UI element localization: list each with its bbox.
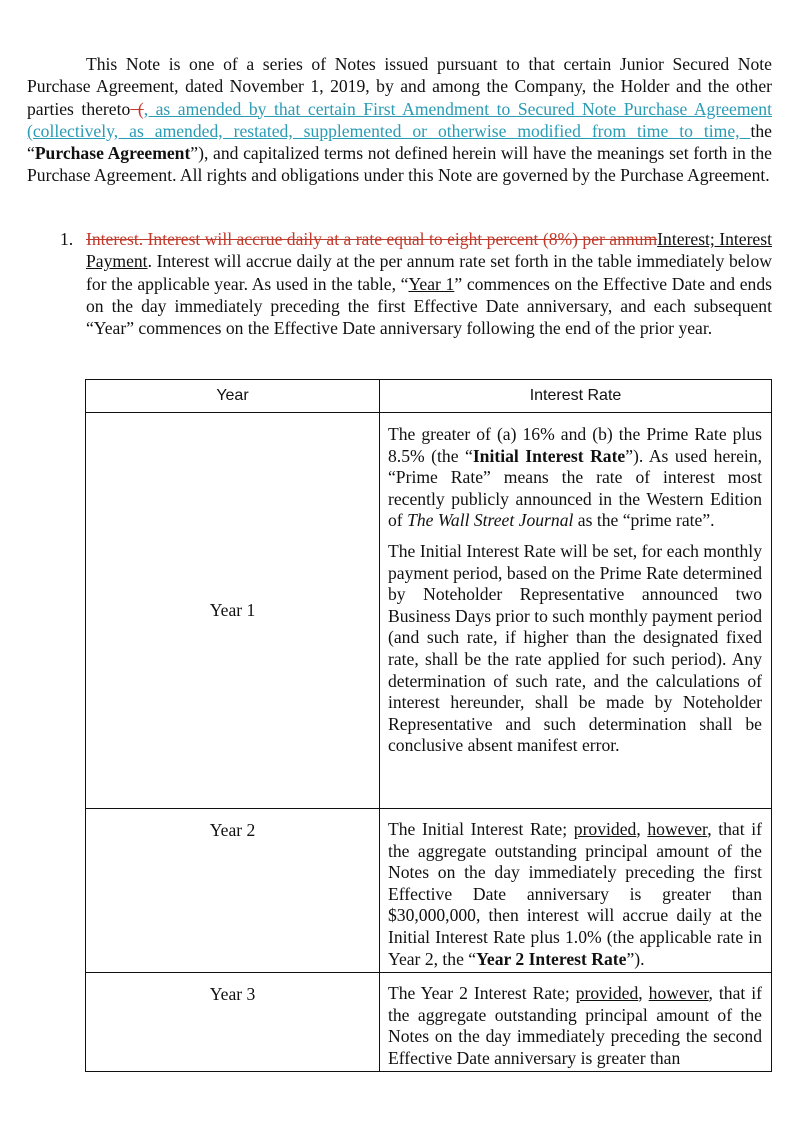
intro-text: ”), and capitalized terms not defined herein will have the meanings set forth in the Purchase Agreement. All rights and obligations under this Note are governed by the Purchase Agreement. [27,143,772,186]
column-header-year: Year [86,380,380,413]
rate-text: , [636,819,648,839]
column-header-interest-rate: Interest Rate [380,380,772,413]
defined-term: Year 2 Interest Rate [476,948,627,969]
rate-text: The Year 2 Interest Rate; [388,983,576,1004]
section-text: ” commences on the Effective Date and ends on the day immediately preceding the first Effective Date anniversary, and each subsequent “Year” commences on the Effective Date anniversary following the end of the prior year. [86,273,772,339]
deleted-text: Interest. Interest will accrue daily at a rate equal to eight percent (8%) per annum [86,229,658,249]
table-header-row [86,380,772,413]
intro-paragraph [27,53,772,187]
rate-text: , [638,983,649,1004]
rate-cell [380,413,772,809]
section-number: 1. [60,229,74,249]
deleted-text: ( [130,98,144,119]
year-cell [86,809,380,973]
defined-term: Purchase Agreement [34,143,191,164]
section-1-body [86,228,772,339]
emphasis-term: however [647,819,708,839]
rate-text: ”). [626,948,645,969]
rate-paragraph [380,424,771,532]
rate-text: as the “prime rate”. [573,510,715,531]
table-row [86,413,772,809]
interest-rate-table [85,379,772,1072]
section-text: . Interest will accrue daily at the per annum rate set forth in the table immediately below for the applicable year. As used in the table, “ [86,251,772,294]
year-label: Year 2 [209,820,256,840]
table-row [86,973,772,1071]
defined-term: Initial Interest Rate [472,445,626,466]
intro-text: This Note is one of a series of Notes issued pursuant to that certain Junior Secured Note Purchase Agreement, dated November 1, 2019, by and among the Company, the Holder and the other parties thereto [27,54,772,119]
emphasis-term: provided [575,983,639,1004]
rate-text: ”). As used herein, “Prime Rate” means the rate of interest most recently publicly announced in the Western Edition of [388,445,763,531]
year-cell [86,413,380,809]
year-label: Year 3 [209,984,256,1005]
inserted-text: , as amended by that certain First Amendment to Secured Note Purchase Agreement (collectively, as amended, restated, supplemented or otherwise modified from time to time, [27,98,772,141]
defined-term: Year 1 [408,273,455,294]
rate-text: , that if the aggregate outstanding principal amount of the Notes on the day immediately preceding the second Effective Date anniversary is greater than [388,983,763,1068]
rate-paragraph [380,819,771,970]
section-heading: Interest; Interest Payment [86,229,772,272]
table-row [86,809,772,973]
rate-text: , that if the aggregate outstanding principal amount of the Notes on the day immediately preceding the first Effective Date anniversary is greater than $30,000,000, then interest will accrue daily at the Initial Interest Rate plus 1.0% (the applicable rate in Year 2, the “ [388,819,762,969]
emphasis-term: provided [573,819,637,839]
rate-text: The Initial Interest Rate; [388,819,574,839]
emphasis-term: however [648,983,709,1004]
publication-title: The Wall Street Journal [407,510,574,531]
rate-paragraph: The Initial Interest Rate will be set, for each monthly payment period, based on the Prime Rate determined by Noteholder Representative announced two Business Days prior to such monthly payment period (and such rate, if higher than the designated fixed rate, shall be the rate applied for such period). Any determination of such rate, and the calculations of interest hereunder, shall be made by Noteholder Representative and such determination shall be conclusive absent manifest error. [388,540,762,756]
rate-cell [380,809,772,973]
rate-text: The greater of (a) 16% and (b) the Prime Rate plus 8.5% (the “ [388,424,762,466]
rate-cell [380,973,772,1071]
year-cell [86,973,380,1071]
rate-paragraph [380,983,771,1069]
year-label: Year 1 [209,600,256,620]
intro-text: the “ [27,120,772,164]
